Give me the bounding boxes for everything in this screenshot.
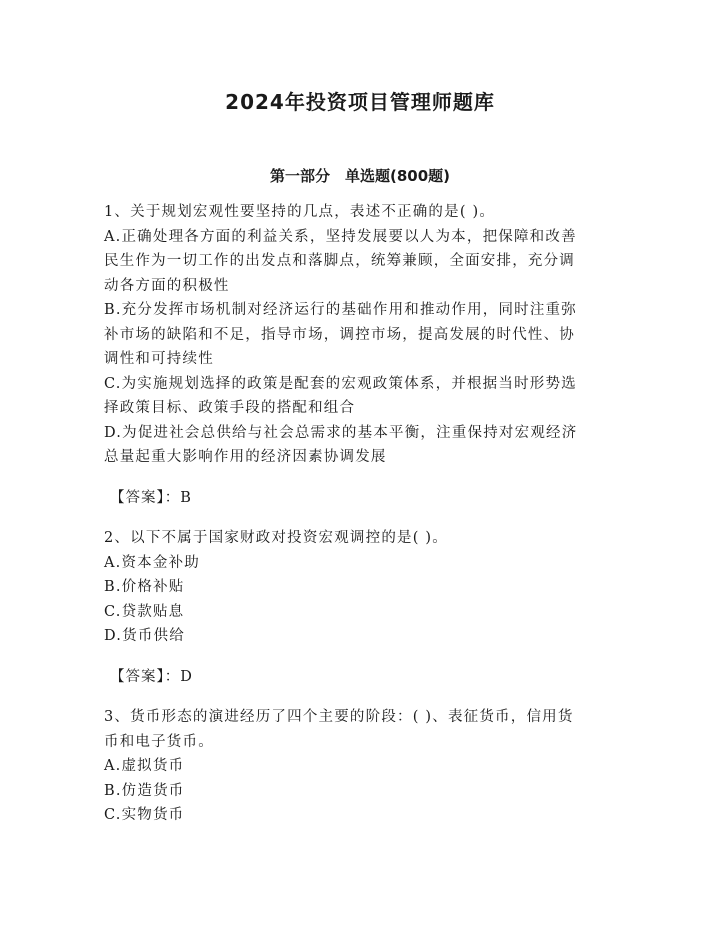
question-stem: 3、货币形态的演进经历了四个主要的阶段：( )、表征货币，信用货: [104, 709, 574, 725]
question-1: [104, 200, 614, 526]
document-title: 2024年投资项目管理师题库: [225, 90, 495, 114]
answer-label: 【答案】：D: [110, 668, 193, 685]
option-c: C.贷款贴息: [104, 603, 185, 620]
option-a: A.虚拟货币: [104, 758, 185, 774]
option-a: A.资本金补助: [104, 554, 200, 571]
option-d: D.货币供给: [104, 628, 185, 644]
question-3: [104, 705, 614, 828]
question-stem: 1、关于规划宏观性要坚持的几点，表述不正确的是( )。: [104, 204, 496, 220]
option-a: A.正确处理各方面的利益关系，坚持发展要以人为本，把保障和改善 民生作为一切工作的出发点和落脚点，统筹兼顾，全面安排，充分调 动各方面的积极性: [104, 228, 577, 294]
answer-label: 【答案】：B: [110, 489, 192, 506]
question-stem-continued: 币和电子货币。: [104, 733, 214, 750]
question-list: [104, 200, 614, 828]
question-2: [104, 526, 614, 705]
option-d: D.为促进社会总供给与社会总需求的基本平衡，注重保持对宏观经济 总量起重大影响作用的经济因素协调发展: [104, 424, 578, 465]
option-b: B.价格补贴: [104, 579, 185, 595]
option-b: B.充分发挥市场机制对经济运行的基础作用和推动作用，同时注重弥 补市场的缺陷和不足，指导市场，调控市场，提高发展的时代性、协 调性和可持续性: [104, 302, 577, 367]
option-c: C.为实施规划选择的政策是配套的宏观政策体系，并根据当时形势选 择政策目标、政策手段的搭配和组合: [104, 375, 577, 416]
question-stem: 2、以下不属于国家财政对投资宏观调控的是( )。: [104, 530, 448, 546]
section-heading: 第一部分 单选题(800题): [269, 167, 451, 185]
option-c: C.实物货币: [104, 807, 185, 823]
option-b: B.仿造货币: [104, 782, 185, 799]
